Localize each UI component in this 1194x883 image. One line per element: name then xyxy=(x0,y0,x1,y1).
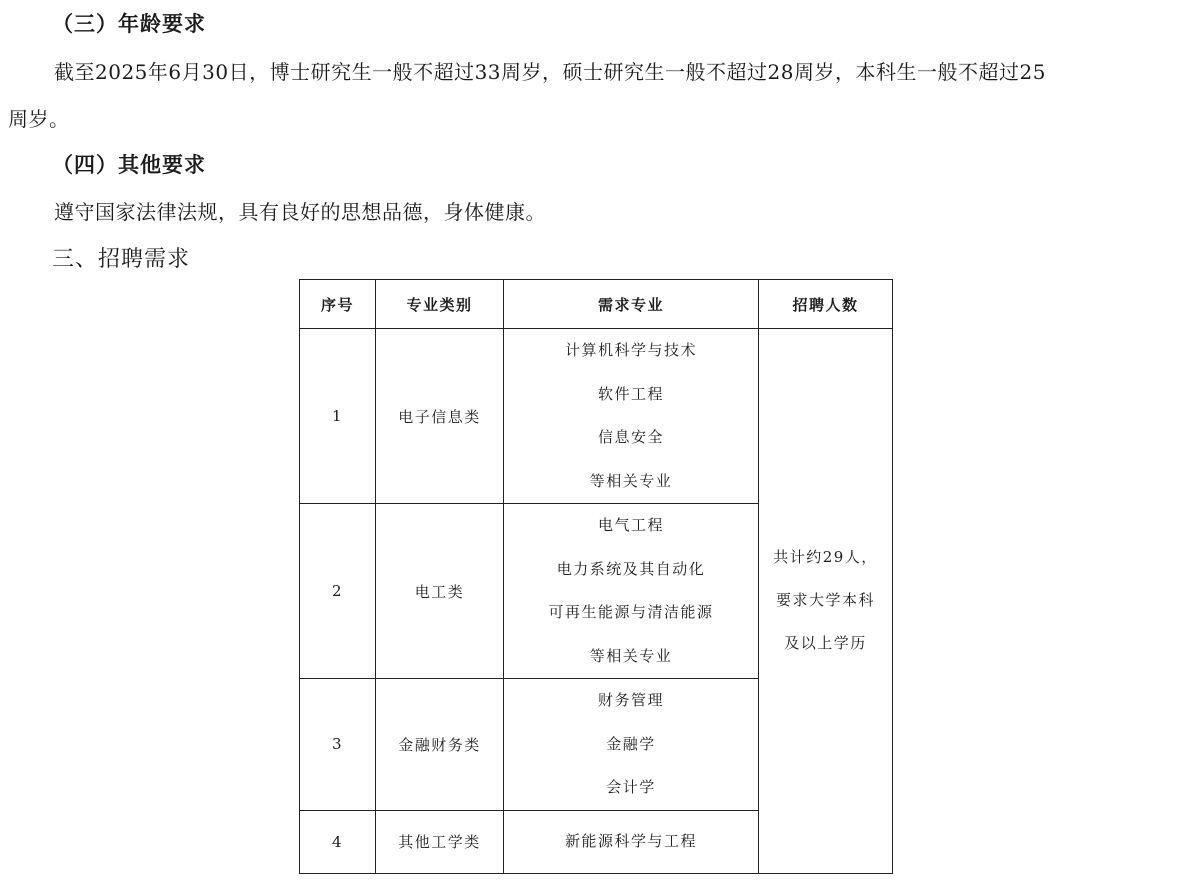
recruitment-table xyxy=(299,279,893,874)
major-item: 软件工程 xyxy=(597,384,664,403)
table-header-row xyxy=(300,280,893,329)
age-requirement-heading: （三）年龄要求 xyxy=(52,12,206,36)
major-item: 可再生能源与清洁能源 xyxy=(548,603,714,621)
major-item: 新能源科学与工程 xyxy=(564,831,697,850)
row-category: 其他工学类 xyxy=(376,810,504,873)
row-no: 2 xyxy=(300,504,376,679)
row-majors xyxy=(504,679,759,811)
row-category: 金融财务类 xyxy=(376,679,504,811)
recruitment-needs-heading: 三、招聘需求 xyxy=(52,247,191,272)
table-row xyxy=(300,329,893,504)
other-requirement-heading: （四）其他要求 xyxy=(52,153,206,177)
major-item: 财务管理 xyxy=(597,691,664,709)
major-item: 等相关专业 xyxy=(589,646,673,665)
total-headcount-cell xyxy=(759,329,893,874)
header-no: 序号 xyxy=(300,280,376,329)
row-category: 电子信息类 xyxy=(376,329,504,504)
row-category: 电工类 xyxy=(376,504,504,679)
major-item: 会计学 xyxy=(606,778,656,796)
major-item: 计算机科学与技术 xyxy=(564,341,697,359)
row-no: 3 xyxy=(300,679,376,811)
total-headcount-line: 共计约29人， xyxy=(773,548,878,567)
row-majors xyxy=(504,329,759,504)
header-majors: 需求专业 xyxy=(504,280,759,329)
major-item: 信息安全 xyxy=(597,428,664,446)
education-requirement-line: 要求大学本科 xyxy=(775,591,875,610)
header-headcount: 招聘人数 xyxy=(759,280,893,329)
education-requirement-line: 及以上学历 xyxy=(784,634,867,653)
row-no: 4 xyxy=(300,810,376,873)
age-requirement-text-line1: 截至2025年6月30日，博士研究生一般不超过33周岁，硕士研究生一般不超过28周岁，本科生一般不超过25 xyxy=(54,60,1046,84)
major-item: 金融学 xyxy=(606,734,656,753)
row-majors xyxy=(504,810,759,873)
major-item: 等相关专业 xyxy=(589,471,673,490)
recruitment-table-wrapper xyxy=(299,279,893,874)
age-requirement-text-line2: 周岁。 xyxy=(8,107,70,131)
major-item: 电气工程 xyxy=(597,516,664,534)
row-no: 1 xyxy=(300,329,376,504)
header-category: 专业类别 xyxy=(376,280,504,329)
row-majors xyxy=(504,504,759,679)
other-requirement-text: 遵守国家法律法规，具有良好的思想品德，身体健康。 xyxy=(54,200,546,224)
major-item: 电力系统及其自动化 xyxy=(556,559,706,578)
